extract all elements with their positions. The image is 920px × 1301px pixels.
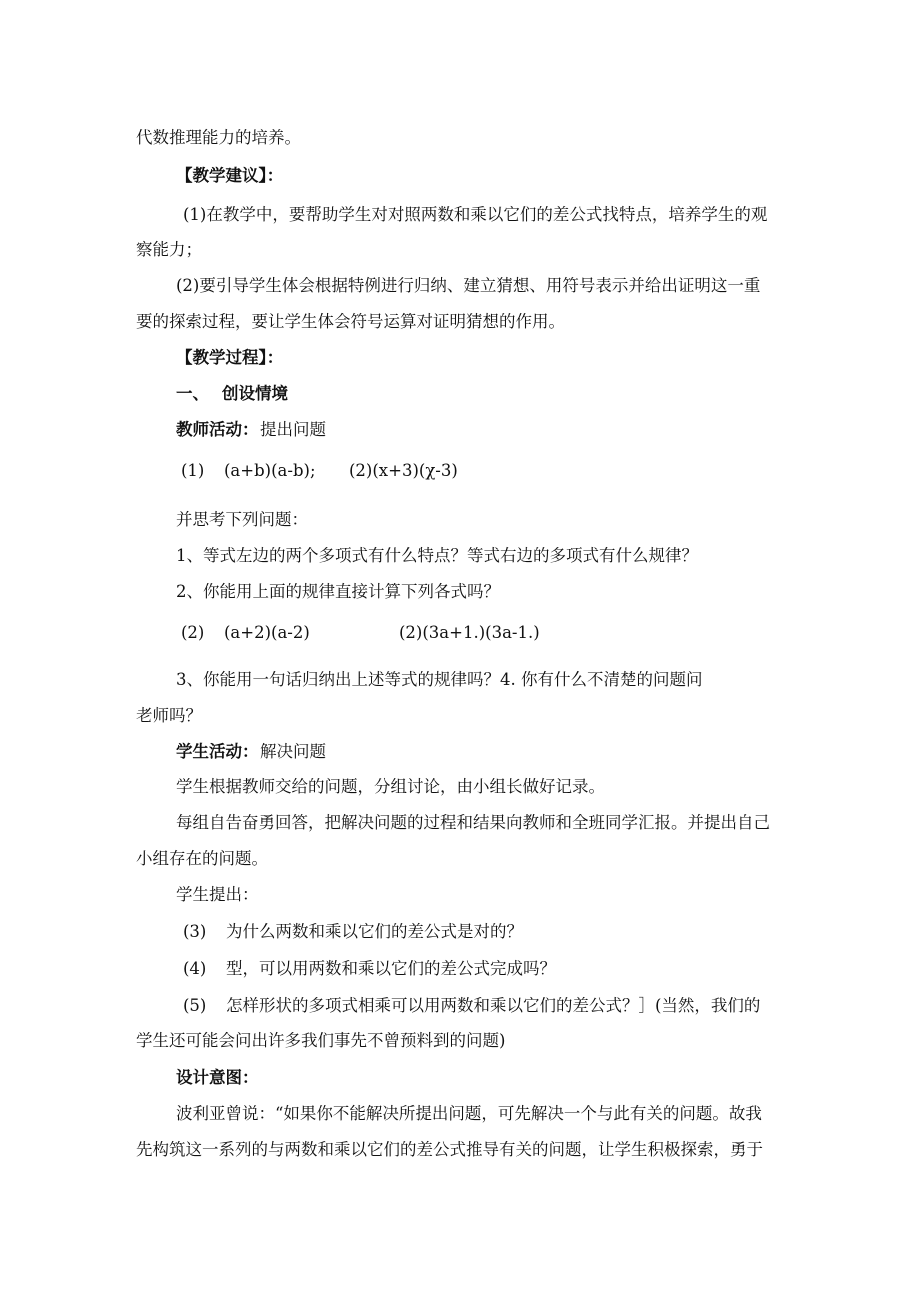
section-heading-teaching-process: 【教学过程】： bbox=[176, 348, 284, 367]
text-line: 学生还可能会问出许多我们事先不曾预料到的问题) bbox=[136, 1031, 506, 1050]
text-line: 型，可以用两数和乘以它们的差公式完成吗？ bbox=[226, 959, 556, 978]
activity-label: 教师活动： bbox=[176, 420, 259, 439]
list-number: (3) bbox=[183, 922, 207, 941]
text-line: 怎样形状的多项式相乘可以用两数和乘以它们的差公式？］(当然，我们的 bbox=[226, 996, 761, 1015]
formula-number: (1) bbox=[181, 461, 205, 480]
formula: (a+b)(a-b); bbox=[224, 461, 316, 480]
text-line: 1、等式左边的两个多项式有什么特点？等式右边的多项式有什么规律？ bbox=[176, 546, 698, 565]
subsection-title: 创设情境 bbox=[222, 384, 288, 403]
text-line: 小组存在的问题。 bbox=[136, 849, 268, 868]
text-line: 解决问题 bbox=[260, 742, 326, 761]
formula-number: (2) bbox=[181, 623, 205, 642]
text-line: 并思考下列问题： bbox=[176, 510, 308, 529]
formula: (2)(3a+1.)(3a-1.) bbox=[399, 623, 540, 642]
text-line: (2)要引导学生体会根据特例进行归纳、建立猜想、用符号表示并给出证明这一重 bbox=[176, 276, 761, 295]
text-line: 2、你能用上面的规律直接计算下列各式吗？ bbox=[176, 582, 500, 601]
text-line: 3、你能用一句话归纳出上述等式的规律吗？4. 你有什么不清楚的问题问 bbox=[176, 670, 703, 689]
text-line: 学生提出： bbox=[176, 885, 259, 904]
text-line: 学生根据教师交给的问题，分组讨论，由小组长做好记录。 bbox=[176, 777, 605, 796]
text-line: 先构筑这一系列的与两数和乘以它们的差公式推导有关的问题，让学生积极探索，勇于 bbox=[136, 1140, 763, 1159]
subsection-number: 一、 bbox=[176, 384, 209, 403]
text-line: 提出问题 bbox=[260, 420, 326, 439]
text-line: 波利亚曾说：“如果你不能解决所提出问题，可先解决一个与此有关的问题。故我 bbox=[176, 1104, 762, 1123]
text-line: 老师吗？ bbox=[136, 706, 202, 725]
list-number: (4) bbox=[183, 959, 207, 978]
text-line: 为什么两数和乘以它们的差公式是对的？ bbox=[226, 922, 523, 941]
text-line: 代数推理能力的培养。 bbox=[136, 128, 301, 147]
text-line: 每组自告奋勇回答，把解决问题的过程和结果向教师和全班同学汇报。并提出自己 bbox=[176, 813, 770, 832]
section-heading-teaching-suggestions: 【教学建议】： bbox=[176, 166, 284, 185]
text-line: 察能力； bbox=[136, 240, 202, 259]
list-number: (5) bbox=[183, 996, 207, 1015]
text-line: (1)在教学中，要帮助学生对对照两数和乘以它们的差公式找特点，培养学生的观 bbox=[183, 205, 768, 224]
formula: (a+2)(a-2) bbox=[224, 623, 310, 642]
activity-label: 学生活动： bbox=[176, 742, 259, 761]
formula: (2)(x+3)(χ-3) bbox=[349, 461, 458, 480]
section-heading-design-intent: 设计意图： bbox=[176, 1068, 259, 1087]
text-line: 要的探索过程，要让学生体会符号运算对证明猜想的作用。 bbox=[136, 312, 565, 331]
